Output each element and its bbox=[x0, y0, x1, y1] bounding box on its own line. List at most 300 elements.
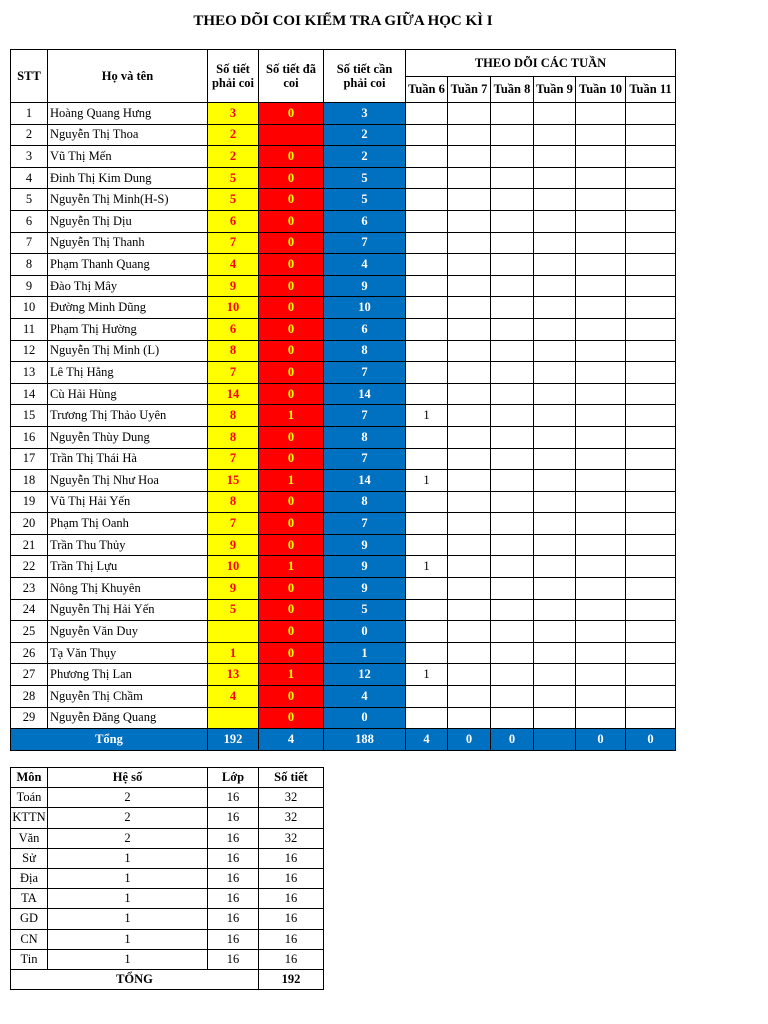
table-row bbox=[11, 383, 676, 405]
row-need: 8 bbox=[324, 491, 406, 513]
row-week bbox=[576, 146, 626, 168]
row-week bbox=[576, 124, 626, 146]
row-name: Nguyễn Đăng Quang bbox=[48, 707, 208, 729]
row-required: 10 bbox=[208, 297, 259, 319]
row-week bbox=[491, 167, 534, 189]
header-week: Tuần 9 bbox=[534, 77, 576, 103]
header-week: Tuần 11 bbox=[626, 77, 676, 103]
row-week bbox=[406, 318, 448, 340]
row-week bbox=[448, 599, 491, 621]
row-week bbox=[534, 534, 576, 556]
row-stt: 24 bbox=[11, 599, 48, 621]
summary-total-label: TỔNG bbox=[11, 969, 259, 989]
summary-class: 16 bbox=[208, 788, 259, 808]
row-week bbox=[491, 275, 534, 297]
row-stt: 17 bbox=[11, 448, 48, 470]
row-week bbox=[448, 297, 491, 319]
row-need: 1 bbox=[324, 642, 406, 664]
summary-header-subject: Môn bbox=[11, 768, 48, 788]
row-required: 7 bbox=[208, 513, 259, 535]
row-week bbox=[448, 664, 491, 686]
row-week bbox=[576, 707, 626, 729]
table-row bbox=[11, 189, 676, 211]
header-week: Tuần 10 bbox=[576, 77, 626, 103]
row-need: 9 bbox=[324, 556, 406, 578]
row-week bbox=[626, 470, 676, 492]
row-need: 2 bbox=[324, 146, 406, 168]
row-name: Nguyễn Thùy Dung bbox=[48, 426, 208, 448]
row-week bbox=[491, 340, 534, 362]
table-row bbox=[11, 556, 676, 578]
table-row bbox=[11, 426, 676, 448]
row-week bbox=[491, 146, 534, 168]
row-week bbox=[406, 254, 448, 276]
table-row bbox=[11, 621, 676, 643]
row-week bbox=[626, 146, 676, 168]
row-week bbox=[626, 210, 676, 232]
row-week bbox=[448, 686, 491, 708]
row-done: 0 bbox=[259, 103, 324, 125]
row-name: Nguyễn Thị Minh (L) bbox=[48, 340, 208, 362]
row-week bbox=[406, 167, 448, 189]
row-required: 1 bbox=[208, 642, 259, 664]
row-need: 4 bbox=[324, 686, 406, 708]
row-week bbox=[491, 426, 534, 448]
header-week: Tuần 7 bbox=[448, 77, 491, 103]
row-required: 8 bbox=[208, 340, 259, 362]
summary-subject: Toán bbox=[11, 788, 48, 808]
table-row bbox=[11, 470, 676, 492]
row-week bbox=[534, 470, 576, 492]
summary-periods: 32 bbox=[259, 788, 324, 808]
row-required bbox=[208, 621, 259, 643]
summary-class: 16 bbox=[208, 868, 259, 888]
row-week bbox=[491, 513, 534, 535]
summary-subject: TA bbox=[11, 889, 48, 909]
total-week: 0 bbox=[626, 729, 676, 751]
row-week bbox=[448, 534, 491, 556]
tracking-table bbox=[10, 49, 676, 751]
summary-coefficient: 2 bbox=[48, 788, 208, 808]
row-week bbox=[491, 470, 534, 492]
summary-class: 16 bbox=[208, 808, 259, 828]
row-done: 1 bbox=[259, 405, 324, 427]
row-week bbox=[491, 448, 534, 470]
row-week bbox=[534, 146, 576, 168]
row-week bbox=[626, 383, 676, 405]
row-name: Đường Minh Dũng bbox=[48, 297, 208, 319]
row-need: 14 bbox=[324, 470, 406, 492]
row-need: 8 bbox=[324, 340, 406, 362]
row-week bbox=[406, 578, 448, 600]
row-week bbox=[406, 491, 448, 513]
row-name: Cù Hải Hùng bbox=[48, 383, 208, 405]
row-stt: 6 bbox=[11, 210, 48, 232]
row-need: 8 bbox=[324, 426, 406, 448]
row-week bbox=[448, 189, 491, 211]
row-week bbox=[626, 318, 676, 340]
row-week bbox=[626, 599, 676, 621]
summary-row bbox=[11, 868, 324, 888]
table-row bbox=[11, 707, 676, 729]
row-week bbox=[576, 254, 626, 276]
row-week bbox=[534, 232, 576, 254]
row-week bbox=[534, 340, 576, 362]
row-week: 1 bbox=[406, 664, 448, 686]
row-week bbox=[576, 232, 626, 254]
row-required: 8 bbox=[208, 426, 259, 448]
row-required: 6 bbox=[208, 318, 259, 340]
row-week bbox=[576, 491, 626, 513]
table-row bbox=[11, 275, 676, 297]
row-week bbox=[534, 707, 576, 729]
row-week bbox=[626, 448, 676, 470]
table-row bbox=[11, 491, 676, 513]
row-name: Phạm Thị Hường bbox=[48, 318, 208, 340]
row-week bbox=[576, 513, 626, 535]
summary-row bbox=[11, 929, 324, 949]
row-week bbox=[534, 664, 576, 686]
row-week bbox=[406, 146, 448, 168]
total-week: 0 bbox=[576, 729, 626, 751]
table-row bbox=[11, 297, 676, 319]
row-need: 4 bbox=[324, 254, 406, 276]
row-required: 15 bbox=[208, 470, 259, 492]
row-need: 7 bbox=[324, 362, 406, 384]
row-stt: 12 bbox=[11, 340, 48, 362]
row-name: Đào Thị Mây bbox=[48, 275, 208, 297]
row-need: 5 bbox=[324, 167, 406, 189]
row-week bbox=[491, 362, 534, 384]
total-label: Tổng bbox=[11, 729, 208, 751]
row-week bbox=[491, 297, 534, 319]
row-week bbox=[626, 405, 676, 427]
row-week bbox=[406, 642, 448, 664]
row-done: 0 bbox=[259, 189, 324, 211]
row-need: 7 bbox=[324, 513, 406, 535]
row-week bbox=[448, 167, 491, 189]
row-week bbox=[626, 103, 676, 125]
table-row bbox=[11, 578, 676, 600]
row-week bbox=[406, 340, 448, 362]
total-week: 4 bbox=[406, 729, 448, 751]
row-need: 14 bbox=[324, 383, 406, 405]
row-stt: 2 bbox=[11, 124, 48, 146]
summary-periods: 16 bbox=[259, 848, 324, 868]
row-week bbox=[576, 621, 626, 643]
row-week bbox=[534, 297, 576, 319]
row-done: 0 bbox=[259, 254, 324, 276]
row-name: Nguyễn Thị Thoa bbox=[48, 124, 208, 146]
summary-subject: Sử bbox=[11, 848, 48, 868]
row-required: 4 bbox=[208, 254, 259, 276]
row-week bbox=[406, 232, 448, 254]
row-done: 0 bbox=[259, 146, 324, 168]
row-week bbox=[626, 664, 676, 686]
row-week bbox=[448, 232, 491, 254]
row-week bbox=[576, 297, 626, 319]
summary-class: 16 bbox=[208, 909, 259, 929]
row-name: Nguyễn Văn Duy bbox=[48, 621, 208, 643]
row-done: 0 bbox=[259, 642, 324, 664]
row-stt: 13 bbox=[11, 362, 48, 384]
table-row bbox=[11, 448, 676, 470]
row-name: Nguyễn Thị Minh(H-S) bbox=[48, 189, 208, 211]
row-need: 0 bbox=[324, 707, 406, 729]
row-week bbox=[448, 210, 491, 232]
summary-header-coefficient: Hệ số bbox=[48, 768, 208, 788]
summary-header-periods: Số tiết bbox=[259, 768, 324, 788]
row-required: 9 bbox=[208, 578, 259, 600]
row-week bbox=[626, 167, 676, 189]
row-stt: 1 bbox=[11, 103, 48, 125]
row-week bbox=[406, 297, 448, 319]
table-row bbox=[11, 210, 676, 232]
row-need: 5 bbox=[324, 189, 406, 211]
row-week bbox=[626, 340, 676, 362]
row-required: 7 bbox=[208, 362, 259, 384]
row-week bbox=[576, 210, 626, 232]
row-need: 9 bbox=[324, 275, 406, 297]
row-week bbox=[491, 383, 534, 405]
summary-row bbox=[11, 889, 324, 909]
row-week bbox=[448, 578, 491, 600]
row-done: 0 bbox=[259, 210, 324, 232]
row-stt: 3 bbox=[11, 146, 48, 168]
summary-row bbox=[11, 949, 324, 969]
row-week bbox=[534, 167, 576, 189]
summary-periods: 16 bbox=[259, 868, 324, 888]
row-week bbox=[576, 448, 626, 470]
row-week bbox=[406, 362, 448, 384]
subject-summary-table bbox=[10, 767, 324, 990]
row-done: 0 bbox=[259, 340, 324, 362]
summary-row bbox=[11, 808, 324, 828]
row-stt: 16 bbox=[11, 426, 48, 448]
summary-class: 16 bbox=[208, 828, 259, 848]
row-required: 6 bbox=[208, 210, 259, 232]
row-week bbox=[534, 642, 576, 664]
row-week bbox=[576, 599, 626, 621]
row-stt: 7 bbox=[11, 232, 48, 254]
summary-row bbox=[11, 788, 324, 808]
row-week bbox=[448, 448, 491, 470]
row-stt: 23 bbox=[11, 578, 48, 600]
row-required: 2 bbox=[208, 124, 259, 146]
table-row bbox=[11, 340, 676, 362]
row-required: 4 bbox=[208, 686, 259, 708]
row-done: 0 bbox=[259, 232, 324, 254]
row-need: 6 bbox=[324, 318, 406, 340]
row-week bbox=[576, 470, 626, 492]
row-required: 5 bbox=[208, 189, 259, 211]
row-week bbox=[491, 556, 534, 578]
row-done: 0 bbox=[259, 686, 324, 708]
row-name: Nguyễn Thị Như Hoa bbox=[48, 470, 208, 492]
row-stt: 25 bbox=[11, 621, 48, 643]
table-row bbox=[11, 103, 676, 125]
table-row bbox=[11, 599, 676, 621]
total-required: 192 bbox=[208, 729, 259, 751]
row-done: 0 bbox=[259, 534, 324, 556]
header-need: Số tiết cần phải coi bbox=[324, 50, 406, 103]
summary-coefficient: 2 bbox=[48, 808, 208, 828]
summary-subject: CN bbox=[11, 929, 48, 949]
row-week bbox=[576, 642, 626, 664]
row-week bbox=[534, 318, 576, 340]
row-done: 0 bbox=[259, 167, 324, 189]
row-stt: 14 bbox=[11, 383, 48, 405]
row-stt: 4 bbox=[11, 167, 48, 189]
row-week bbox=[626, 686, 676, 708]
summary-subject: Tin bbox=[11, 949, 48, 969]
row-done: 1 bbox=[259, 556, 324, 578]
summary-class: 16 bbox=[208, 929, 259, 949]
row-week bbox=[406, 210, 448, 232]
row-week bbox=[626, 642, 676, 664]
row-week bbox=[448, 707, 491, 729]
row-required: 3 bbox=[208, 103, 259, 125]
row-week bbox=[534, 210, 576, 232]
row-week bbox=[491, 103, 534, 125]
row-done: 0 bbox=[259, 448, 324, 470]
row-week bbox=[406, 513, 448, 535]
row-week bbox=[406, 383, 448, 405]
summary-subject: Văn bbox=[11, 828, 48, 848]
row-name: Lê Thị Hằng bbox=[48, 362, 208, 384]
row-stt: 22 bbox=[11, 556, 48, 578]
row-week bbox=[576, 578, 626, 600]
row-name: Trần Thị Thái Hà bbox=[48, 448, 208, 470]
row-week bbox=[626, 707, 676, 729]
row-done: 0 bbox=[259, 383, 324, 405]
row-need: 9 bbox=[324, 534, 406, 556]
row-done: 0 bbox=[259, 426, 324, 448]
row-week bbox=[534, 448, 576, 470]
row-stt: 18 bbox=[11, 470, 48, 492]
row-week bbox=[406, 124, 448, 146]
row-week bbox=[448, 556, 491, 578]
row-week bbox=[406, 189, 448, 211]
row-week bbox=[534, 491, 576, 513]
row-week bbox=[448, 124, 491, 146]
row-week bbox=[491, 599, 534, 621]
table-row bbox=[11, 124, 676, 146]
row-need: 10 bbox=[324, 297, 406, 319]
row-week bbox=[448, 383, 491, 405]
row-stt: 21 bbox=[11, 534, 48, 556]
row-name: Nguyễn Thị Dịu bbox=[48, 210, 208, 232]
summary-periods: 16 bbox=[259, 889, 324, 909]
row-name: Tạ Văn Thụy bbox=[48, 642, 208, 664]
row-name: Trần Thu Thủy bbox=[48, 534, 208, 556]
row-name: Phương Thị Lan bbox=[48, 664, 208, 686]
row-week bbox=[576, 686, 626, 708]
row-week bbox=[448, 491, 491, 513]
row-week bbox=[491, 124, 534, 146]
row-need: 0 bbox=[324, 621, 406, 643]
row-week bbox=[576, 664, 626, 686]
total-week: 0 bbox=[491, 729, 534, 751]
row-done bbox=[259, 124, 324, 146]
row-week bbox=[448, 405, 491, 427]
row-week bbox=[448, 146, 491, 168]
row-week bbox=[491, 686, 534, 708]
row-week bbox=[534, 578, 576, 600]
row-required: 14 bbox=[208, 383, 259, 405]
row-week bbox=[576, 534, 626, 556]
row-required: 9 bbox=[208, 534, 259, 556]
row-need: 7 bbox=[324, 232, 406, 254]
summary-class: 16 bbox=[208, 949, 259, 969]
summary-row bbox=[11, 828, 324, 848]
row-need: 7 bbox=[324, 405, 406, 427]
row-done: 0 bbox=[259, 578, 324, 600]
table-row bbox=[11, 318, 676, 340]
row-week bbox=[491, 534, 534, 556]
row-week bbox=[491, 405, 534, 427]
row-name: Đinh Thị Kim Dung bbox=[48, 167, 208, 189]
total-week bbox=[534, 729, 576, 751]
row-week bbox=[491, 491, 534, 513]
row-need: 12 bbox=[324, 664, 406, 686]
row-required: 2 bbox=[208, 146, 259, 168]
row-done: 1 bbox=[259, 470, 324, 492]
row-stt: 19 bbox=[11, 491, 48, 513]
row-week bbox=[576, 362, 626, 384]
row-week bbox=[534, 189, 576, 211]
row-week bbox=[626, 124, 676, 146]
row-week bbox=[534, 621, 576, 643]
row-week bbox=[406, 448, 448, 470]
row-week bbox=[626, 534, 676, 556]
row-done: 0 bbox=[259, 621, 324, 643]
row-done: 1 bbox=[259, 664, 324, 686]
row-required: 8 bbox=[208, 405, 259, 427]
row-week bbox=[406, 426, 448, 448]
row-week bbox=[626, 275, 676, 297]
summary-coefficient: 1 bbox=[48, 868, 208, 888]
total-row bbox=[11, 729, 676, 751]
row-week bbox=[626, 513, 676, 535]
row-required: 9 bbox=[208, 275, 259, 297]
row-week bbox=[448, 254, 491, 276]
summary-coefficient: 1 bbox=[48, 909, 208, 929]
row-week bbox=[576, 383, 626, 405]
summary-class: 16 bbox=[208, 848, 259, 868]
summary-periods: 16 bbox=[259, 929, 324, 949]
row-name: Phạm Thị Oanh bbox=[48, 513, 208, 535]
row-week bbox=[448, 340, 491, 362]
summary-coefficient: 1 bbox=[48, 949, 208, 969]
row-week bbox=[406, 621, 448, 643]
row-week bbox=[576, 318, 626, 340]
row-week bbox=[448, 642, 491, 664]
row-need: 9 bbox=[324, 578, 406, 600]
header-stt: STT bbox=[11, 50, 48, 103]
row-stt: 5 bbox=[11, 189, 48, 211]
row-week bbox=[448, 621, 491, 643]
row-name: Trần Thị Lựu bbox=[48, 556, 208, 578]
row-week bbox=[491, 707, 534, 729]
row-name: Nguyễn Thị Thanh bbox=[48, 232, 208, 254]
row-stt: 8 bbox=[11, 254, 48, 276]
summary-row bbox=[11, 909, 324, 929]
row-week bbox=[626, 297, 676, 319]
summary-class: 16 bbox=[208, 889, 259, 909]
header-weeks-group: THEO DÕI CÁC TUẦN bbox=[406, 50, 676, 77]
row-week bbox=[448, 513, 491, 535]
